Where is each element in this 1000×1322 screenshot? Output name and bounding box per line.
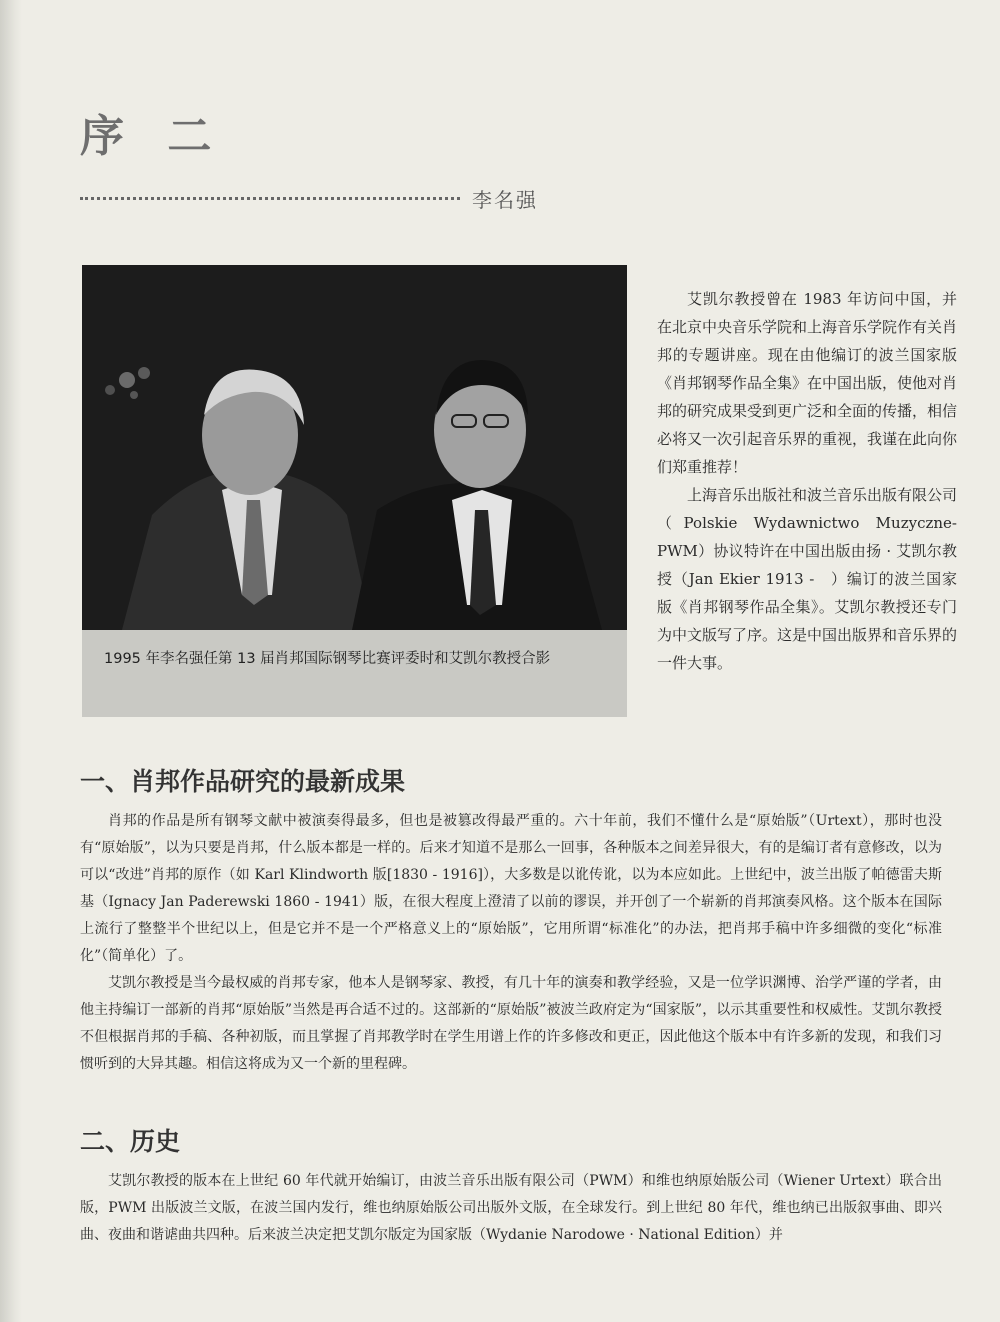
photo-figure [82,265,627,717]
section-heading: 二、历史 [80,1127,181,1156]
page-binding-edge [0,0,22,1322]
author-name: 李名强 [472,187,538,212]
photo-caption: 1995 年李名强任第 13 届肖邦国际钢琴比赛评委时和艾凯尔教授合影 [104,651,551,667]
dotted-leader [80,197,460,200]
body-paragraph: 艾凯尔教授的版本在上世纪 60 年代就开始编订，由波兰音乐出版有限公司（PWM）和维也纳原始版公司（Wiener Urtext）联合出版，PWM 出版波兰文版，在波兰国内发行，维也纳原始版公司出版外文版，在全球发行。到上世纪 80 年代，维也纳已出版叙事曲、即兴曲、夜曲和谐谑曲共四种。后来波兰决定把艾凯尔版定为国家版（Wydanie Narodowe · National Edition）并 [80,1173,942,1243]
intro-paragraph: 艾凯尔教授曾在 1983 年访问中国，并在北京中央音乐学院和上海音乐学院作有关肖邦的专题讲座。现在由他编订的波兰国家版《肖邦钢琴作品全集》在中国出版，使他对肖邦的研究成果受到更广泛和全面的传播，相信必将又一次引起音乐界的重视，我谨在此向你们郑重推荐！ [657,290,958,476]
page-title: 序 二 [80,111,226,162]
section-body [80,808,942,1078]
author-line [80,183,550,213]
intro-text [657,285,957,677]
portrait-photo [82,265,627,630]
body-paragraph: 肖邦的作品是所有钢琴文献中被演奏得最多，但也是被篡改得最严重的。六十年前，我们不懂什么是“原始版”（Urtext），那时也没有“原始版”，以为只要是肖邦，什么版本都是一样的。后来才知道不是那么一回事，各种版本之间差异很大，有的是编订者有意修改，以为可以“改进”肖邦的原作（如 Karl Klindworth 版[1830 - 1916]），大多数是以讹传讹，以为本应如此。上世纪中，波兰出版了帕德雷夫斯基（Ignacy Jan Paderewski 1860 - 1941）版，在很大程度上澄清了以前的谬误，并开创了一个崭新的肖邦演奏风格。这个版本在国际上流行了整整半个世纪以上，但是它并不是一个严格意义上的“原始版”，它用所谓“标准化”的办法，把肖邦手稿中许多细微的变化“标准化”（简单化）了。 [80,813,942,964]
intro-paragraph: 上海音乐出版社和波兰音乐出版有限公司（Polskie Wydawnictwo Muzyczne-PWM）协议特许在中国出版由扬 · 艾凯尔教授（Jan Ekier 1913 - ）编订的波兰国家版《肖邦钢琴作品全集》。艾凯尔教授还专门为中文版写了序。这是中国出版界和音乐界的一件大事。 [657,486,958,672]
body-paragraph: 艾凯尔教授是当今最权威的肖邦专家，他本人是钢琴家、教授，有几十年的演奏和教学经验，又是一位学识渊博、治学严谨的学者，由他主持编订一部新的肖邦“原始版”当然是再合适不过的。这部新的“原始版”被波兰政府定为“国家版”，以示其重要性和权威性。艾凯尔教授不但根据肖邦的手稿、各种初版，而且掌握了肖邦教学时在学生用谱上作的许多修改和更正，因此他这个版本中有许多新的发现，和我们习惯听到的大异其趣。相信这将成为又一个新的里程碑。 [80,975,942,1072]
section-heading: 一、肖邦作品研究的最新成果 [80,767,406,796]
section-body [80,1168,942,1249]
